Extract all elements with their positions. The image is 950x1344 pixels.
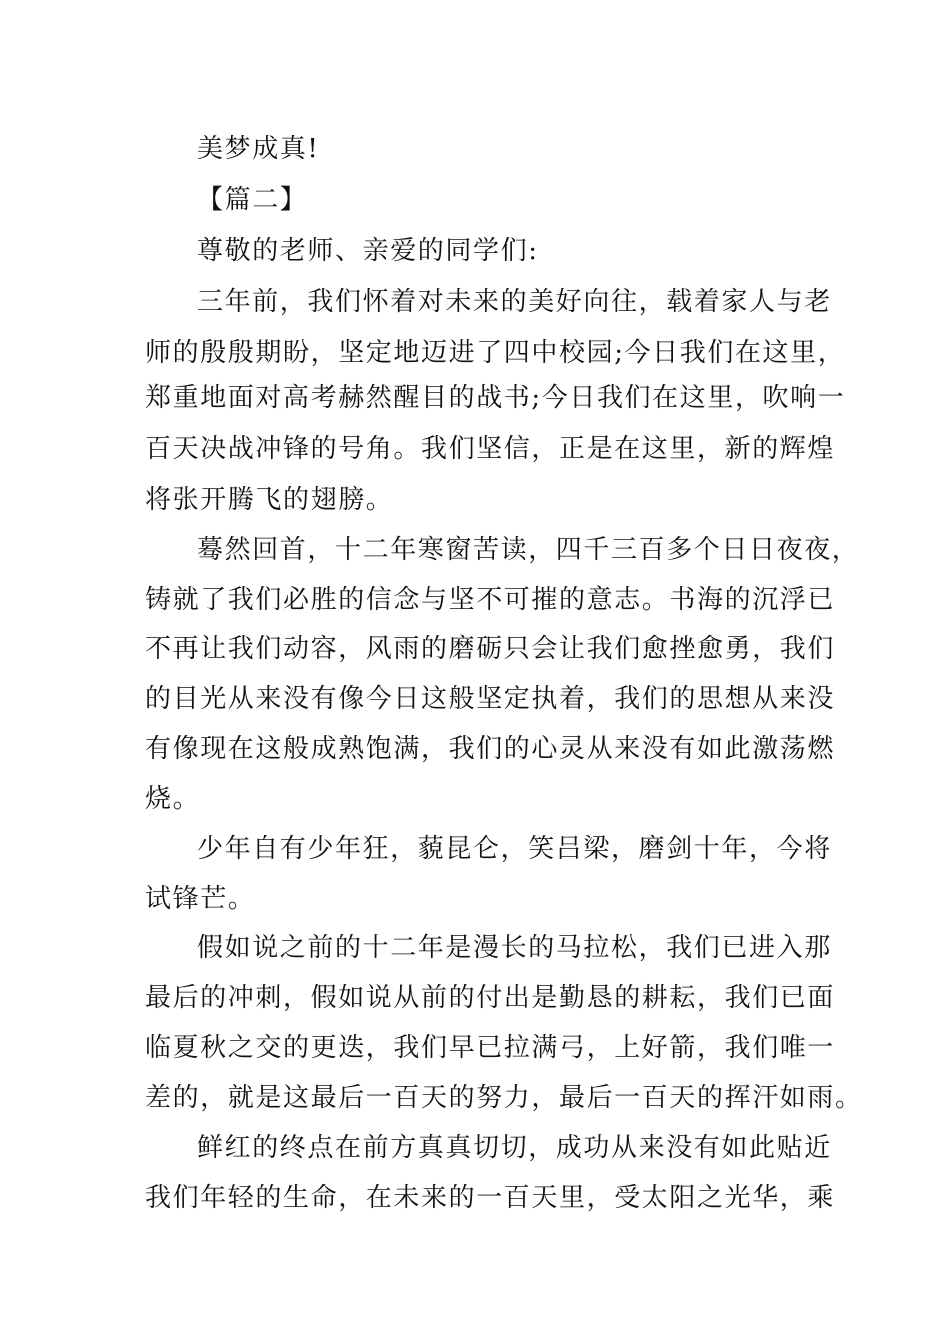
- text-line: 三年前，我们怀着对未来的美好向往，载着家人与老: [197, 287, 832, 317]
- text-line: 最后的冲刺，假如说从前的付出是勤恳的耕耘，我们已面: [145, 983, 836, 1013]
- text-line: 烧。: [145, 784, 201, 814]
- text-line: 师的殷殷期盼，坚定地迈进了四中校园;今日我们在这里，: [145, 338, 846, 368]
- salutation: 尊敬的老师、亲爱的同学们:: [197, 236, 539, 266]
- text-line: 郑重地面对高考赫然醒目的战书;今日我们在这里，吹响一: [145, 383, 846, 413]
- text-line: 不再让我们动容，风雨的磨砺只会让我们愈挫愈勇，我们: [145, 634, 836, 664]
- text-line: 的目光从来没有像今日这般坚定执着，我们的思想从来没: [145, 684, 836, 714]
- text-line: 我们年轻的生命，在未来的一百天里，受太阳之光华，乘: [145, 1183, 836, 1213]
- text-line: 少年自有少年狂，藐昆仑，笑吕梁，磨剑十年，今将: [197, 834, 832, 864]
- text-line: 铸就了我们必胜的信念与坚不可摧的意志。书海的沉浮已: [145, 585, 836, 615]
- text-line: 美梦成真!: [197, 134, 320, 164]
- text-line: 鲜红的终点在前方真真切切，成功从来没有如此贴近: [197, 1133, 832, 1163]
- text-line: 将张开腾飞的翅膀。: [145, 485, 394, 515]
- text-line: 百天决战冲锋的号角。我们坚信，正是在这里，新的辉煌: [145, 434, 836, 464]
- section-heading: 【篇二】: [197, 185, 308, 215]
- text-line: 有像现在这般成熟饱满，我们的心灵从来没有如此激荡燃: [145, 734, 836, 764]
- text-line: 临夏秋之交的更迭，我们早已拉满弓，上好箭，我们唯一: [145, 1033, 836, 1063]
- text-line: 假如说之前的十二年是漫长的马拉松，我们已进入那: [197, 933, 832, 963]
- text-line: 差的，就是这最后一百天的努力，最后一百天的挥汗如雨。: [145, 1083, 863, 1113]
- text-line: 蓦然回首，十二年寒窗苦读，四千三百多个日日夜夜，: [197, 535, 860, 565]
- text-line: 试锋芒。: [145, 884, 256, 914]
